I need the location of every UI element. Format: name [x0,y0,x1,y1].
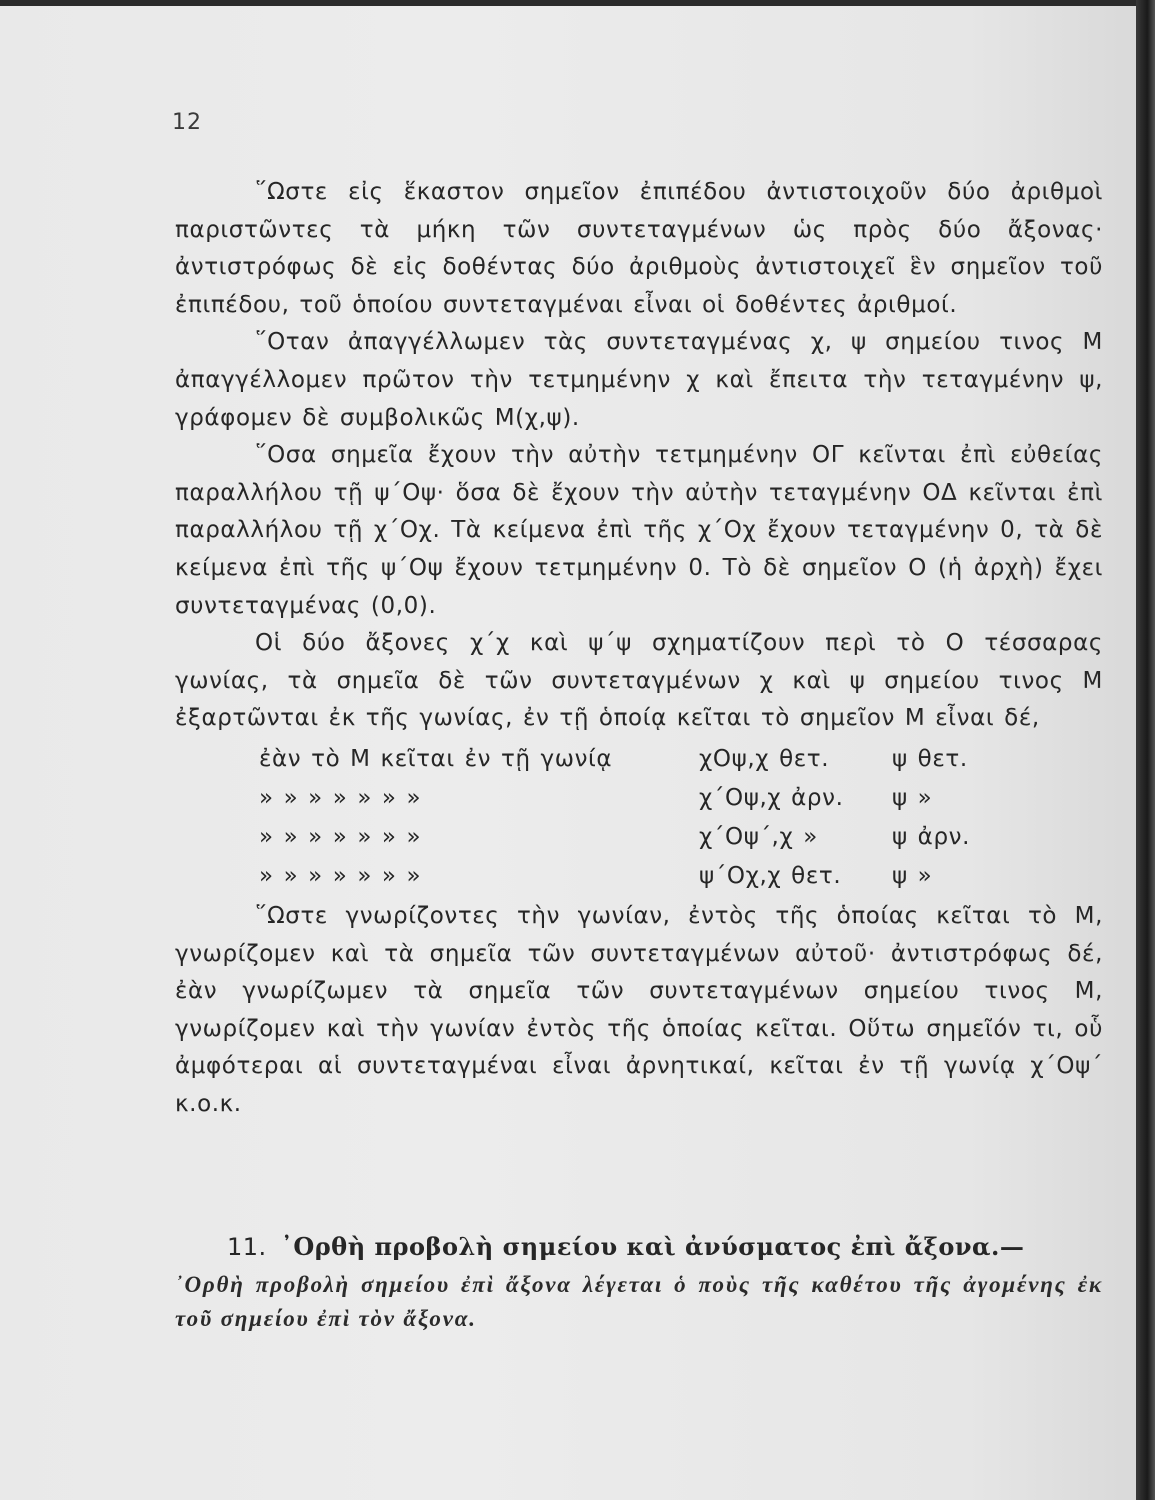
paragraph-coordinate-notation: ῞Οταν ἀπαγγέλλωμεν τὰς συντεταγμένας χ, ψ σημείου τινος Μ ἀπαγγέλλομεν πρῶτον τὴν τετμημένην χ καὶ ἔπειτα τὴν τεταγμένην ψ, γράφομεν δὲ συμβολικῶς Μ(χ,ψ). [175,329,1103,431]
quadrant-sign-table [259,740,1022,896]
section-definition: ᾿Ορθὴ προβολὴ σημείου ἐπὶ ἄξονα λέγεται ὁ ποὺς τῆς καθέτου τῆς ἀγομένης ἐκ τοῦ σημείου ἐπὶ τὸν ἄξονα. [175,1272,1103,1331]
row-angle-x-sign: χΟψ,χ θετ. [699,745,830,772]
row-y-sign: ψ » [892,862,933,889]
row-y-sign: ψ θετ. [892,745,968,772]
row-y-sign: ψ » [892,784,933,811]
section-number: 11. [227,1233,267,1261]
body-text [175,174,1103,1123]
paragraph-parallel-lines: ῞Οσα σημεῖα ἔχουν τὴν αὐτὴν τετμημένην ΟΓ κεῖνται ἐπὶ εὐθείας παραλλήλου τῇ ψ΄Οψ· ὅσα δὲ ἔχουν τὴν αὐτὴν τεταγμένην ΟΔ κεῖνται ἐπὶ παραλλήλου τῇ χ΄Οχ. Τὰ κείμενα ἐπὶ τῆς χ΄Οχ ἔχουν τεταγμένην 0, τὰ δὲ κείμενα ἐπὶ τῆς ψ΄Οψ ἔχουν τετμημένην 0. Τὸ δὲ σημεῖον Ο (ἡ ἀρχὴ) ἔχει συντεταγμένας (0,0). [175,442,1103,619]
paragraph-coordinates-correspondence: ῞Ωστε εἰς ἕκαστον σημεῖον ἐπιπέδου ἀντιστοιχοῦν δύο ἀριθμοὶ παριστῶντες τὰ μήκη τῶν συντεταγμένων ὡς πρὸς δύο ἄξονας· ἀντιστρόφως δὲ εἰς δοθέντας δύο ἀριθμοὺς ἀντιστοιχεῖ ἓν σημεῖον τοῦ ἐπιπέδου, τοῦ ὁποίου συντεταγμέναι εἶναι οἱ δοθέντες ἀριθμοί. [175,179,1103,318]
section-title: ᾿Ορθὴ προβολὴ σημείου καὶ ἀνύσματος ἐπὶ ἄξονα.— [280,1232,1025,1261]
row-angle-x-sign: χ΄Οψ,χ ἀρν. [699,784,844,811]
paragraph-conclusion: ῞Ωστε γνωρίζοντες τὴν γωνίαν, ἐντὸς τῆς ὁποίας κεῖται τὸ Μ, γνωρίζομεν καὶ τὰ σημεῖα τῶν συντεταγμένων αὐτοῦ· ἀντιστρόφως δέ, ἐὰν γνωρίζωμεν τὰ σημεῖα τῶν συντεταγμένων σημείου τινος Μ, γνωρίζομεν καὶ τὴν γωνίαν ἐντὸς τῆς ὁποίας κεῖται. Οὕτω σημεῖόν τι, οὗ ἀμφότεραι αἱ συντεταγμέναι εἶναι ἀρνητικαί, κεῖται ἐν τῇ γωνίᾳ χ΄Οψ΄ κ.ο.κ. [175,902,1103,1117]
table-row [259,818,1022,857]
table-row [259,740,1022,779]
page-number: 12 [172,110,202,135]
row-y-sign: ψ ἀρν. [892,823,971,850]
section-heading [175,1228,1103,1266]
table-row [259,779,1022,818]
table-row [259,857,1022,896]
row-condition: » » » » » » » [259,823,422,850]
row-angle-x-sign: χ΄Οψ΄,χ » [699,823,818,850]
page-sheet [0,6,1136,1500]
row-condition: ἐὰν τὸ Μ κεῖται ἐν τῇ γωνίᾳ [259,745,613,772]
row-condition: » » » » » » » [259,784,422,811]
row-angle-x-sign: ψ΄Οχ,χ θετ. [699,862,842,889]
section-11 [175,1228,1103,1336]
page-binding-edge [1136,0,1155,1500]
row-condition: » » » » » » » [259,862,422,889]
paragraph-quadrants: Οἱ δύο ἄξονες χ΄χ καὶ ψ΄ψ σχηματίζουν περὶ τὸ Ο τέσσαρας γωνίας, τὰ σημεῖα δὲ τῶν συντεταγμένων χ καὶ ψ σημείου τινος Μ ἐξαρτῶνται ἐκ τῆς γωνίας, ἐν τῇ ὁποίᾳ κεῖται τὸ σημεῖον Μ εἶναι δέ, [175,630,1103,732]
